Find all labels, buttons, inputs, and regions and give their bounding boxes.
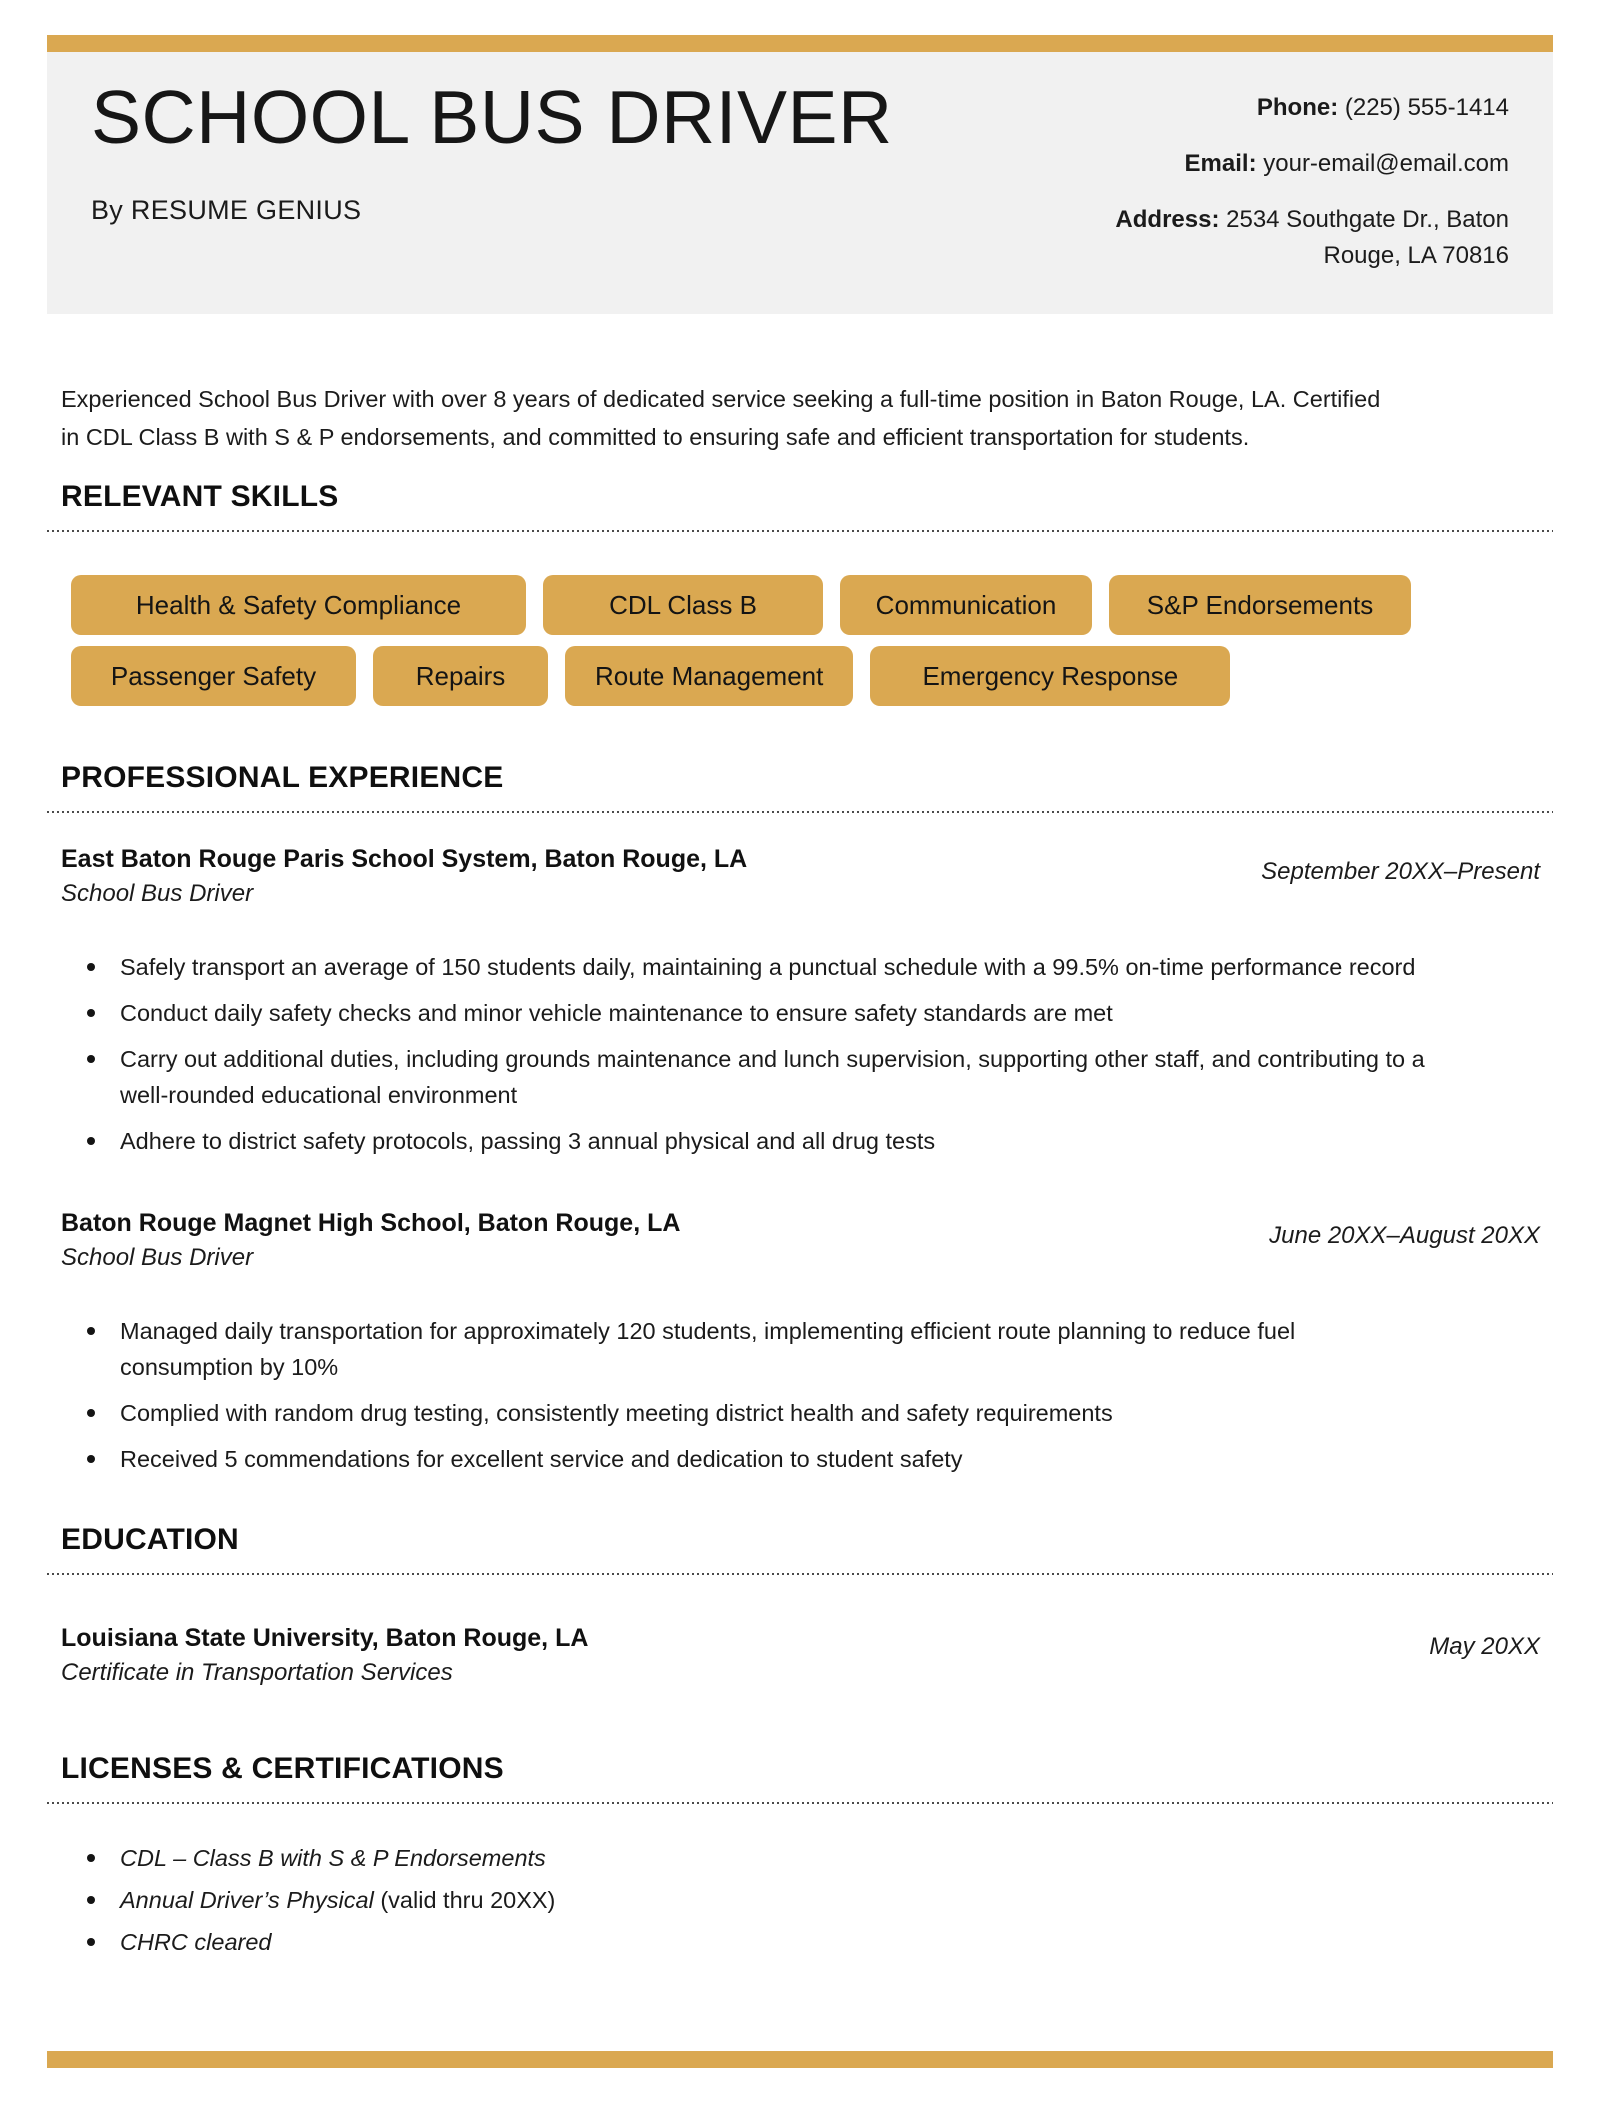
experience-bullet bbox=[61, 1123, 1431, 1159]
skill-pill: CDL Class B bbox=[543, 575, 823, 635]
section-heading-education: EDUCATION bbox=[61, 1523, 239, 1556]
skill-pill: Repairs bbox=[373, 646, 548, 706]
job-title: School Bus Driver bbox=[61, 880, 254, 907]
skill-pill-row bbox=[61, 575, 1540, 635]
skill-pill: S&P Endorsements bbox=[1109, 575, 1411, 635]
contact-email bbox=[1039, 146, 1509, 182]
skill-pill: Route Management bbox=[565, 646, 853, 706]
section-heading-relevant-skills: RELEVANT SKILLS bbox=[61, 480, 339, 513]
section-heading-licenses-certifications: LICENSES & CERTIFICATIONS bbox=[61, 1752, 504, 1785]
contact-info bbox=[1039, 90, 1509, 294]
license-bullet bbox=[61, 1839, 1431, 1878]
experience-bullet bbox=[61, 1313, 1431, 1385]
contact-address-label: Address: bbox=[1115, 206, 1220, 233]
experience-entry bbox=[61, 844, 1540, 1159]
license-text-regular: (valid thru 20XX) bbox=[373, 1887, 556, 1913]
experience-bullet bbox=[61, 949, 1431, 985]
company-name: East Baton Rouge Paris School System, Baton Rouge, LA bbox=[61, 845, 748, 873]
education-entry bbox=[61, 1623, 1540, 1688]
contact-phone bbox=[1039, 90, 1509, 126]
contact-address-value: 2534 Southgate Dr., Baton Rouge, LA 70816 bbox=[1219, 206, 1509, 269]
bullet-marker bbox=[87, 963, 95, 971]
byline: By RESUME GENIUS bbox=[91, 194, 362, 225]
experience-entry-header bbox=[61, 1208, 1540, 1273]
bullet-marker bbox=[87, 1055, 95, 1063]
bullet-marker bbox=[87, 1327, 95, 1335]
job-title: School Bus Driver bbox=[61, 1244, 254, 1271]
resume-page bbox=[0, 35, 1600, 2106]
education-entry-left bbox=[61, 1623, 588, 1688]
skill-pill: Passenger Safety bbox=[71, 646, 356, 706]
skill-pill-row bbox=[61, 646, 1540, 706]
bullet-marker bbox=[87, 1854, 95, 1862]
contact-phone-label: Phone: bbox=[1256, 94, 1339, 121]
experience-entry-left bbox=[61, 1208, 680, 1273]
bullet-marker bbox=[87, 1938, 95, 1946]
degree-name: Certificate in Transportation Services bbox=[61, 1659, 453, 1686]
education-dates: May 20XX bbox=[1429, 1633, 1540, 1660]
section-education bbox=[61, 1523, 1540, 1688]
experience-bullet bbox=[61, 1041, 1431, 1113]
summary-paragraph: Experienced School Bus Driver with over 8 years of dedicated service seeking a full-time position in Baton Rouge, LA. Certified in CDL Class B with S & P endorsements, and committed to ensuring safe and efficient transportation for students. bbox=[61, 386, 1381, 450]
section-licenses-certifications bbox=[61, 1752, 1540, 1962]
bullet-marker bbox=[87, 1455, 95, 1463]
job-dates: June 20XX–August 20XX bbox=[1269, 1222, 1540, 1249]
experience-bullet bbox=[61, 1441, 1431, 1477]
bullet-text: Adhere to district safety protocols, passing 3 annual physical and all drug tests bbox=[120, 1128, 936, 1154]
contact-email-value: your-email@email.com bbox=[1256, 150, 1509, 177]
page-title: SCHOOL BUS DRIVER bbox=[91, 75, 893, 159]
section-relevant-skills bbox=[61, 480, 1540, 706]
header-left bbox=[91, 52, 893, 294]
bullet-marker bbox=[87, 1137, 95, 1145]
skill-pill: Emergency Response bbox=[870, 646, 1230, 706]
bullet-text: Complied with random drug testing, consistently meeting district health and safety requirements bbox=[120, 1400, 1113, 1426]
bullet-marker bbox=[87, 1896, 95, 1904]
company-name: Baton Rouge Magnet High School, Baton Rouge, LA bbox=[61, 1209, 681, 1237]
bullet-text: Carry out additional duties, including grounds maintenance and lunch supervision, supporting other staff, and contributing to a well-rounded educational environment bbox=[120, 1046, 1425, 1108]
experience-entry-left bbox=[61, 844, 747, 909]
section-professional-experience bbox=[61, 761, 1540, 1477]
section-divider bbox=[47, 811, 1553, 814]
resume-body bbox=[47, 380, 1553, 1962]
bullet-text: Safely transport an average of 150 students daily, maintaining a punctual schedule with a 99.5% on-time performance record bbox=[120, 954, 1416, 980]
experience-bullet-list bbox=[61, 1313, 1540, 1477]
skill-pill: Communication bbox=[840, 575, 1092, 635]
license-text-italic: CHRC cleared bbox=[120, 1929, 272, 1955]
school-name: Louisiana State University, Baton Rouge, LA bbox=[61, 1624, 589, 1652]
bullet-text: Received 5 commendations for excellent service and dedication to student safety bbox=[120, 1446, 963, 1472]
license-bullet-list bbox=[61, 1839, 1540, 1962]
bullet-text: Conduct daily safety checks and minor vehicle maintenance to ensure safety standards are met bbox=[120, 1000, 1113, 1026]
resume-header bbox=[47, 52, 1553, 314]
bullet-text: Managed daily transportation for approximately 120 students, implementing efficient route planning to reduce fuel consumption by 10% bbox=[120, 1318, 1296, 1380]
license-text-italic: CDL – Class B with S & P Endorsements bbox=[120, 1845, 546, 1871]
experience-bullet-list bbox=[61, 949, 1540, 1159]
experience-bullet bbox=[61, 1395, 1431, 1431]
contact-email-label: Email: bbox=[1184, 150, 1257, 177]
experience-entry bbox=[61, 1208, 1540, 1477]
top-accent-bar bbox=[47, 35, 1553, 52]
license-bullet bbox=[61, 1881, 1431, 1920]
bottom-accent-bar bbox=[47, 2051, 1553, 2068]
section-divider bbox=[47, 1802, 1553, 1805]
section-heading-professional-experience: PROFESSIONAL EXPERIENCE bbox=[61, 761, 504, 794]
experience-entry-header bbox=[61, 844, 1540, 909]
license-bullet bbox=[61, 1923, 1431, 1962]
bullet-marker bbox=[87, 1009, 95, 1017]
skill-pill: Health & Safety Compliance bbox=[71, 575, 526, 635]
contact-address bbox=[1039, 202, 1509, 274]
job-dates: September 20XX–Present bbox=[1261, 858, 1540, 885]
bullet-marker bbox=[87, 1409, 95, 1417]
experience-bullet bbox=[61, 995, 1431, 1031]
contact-phone-value: (225) 555-1414 bbox=[1338, 94, 1509, 121]
license-text-italic: Annual Driver’s Physical bbox=[120, 1887, 374, 1913]
section-divider bbox=[47, 530, 1553, 533]
section-divider bbox=[47, 1573, 1553, 1576]
